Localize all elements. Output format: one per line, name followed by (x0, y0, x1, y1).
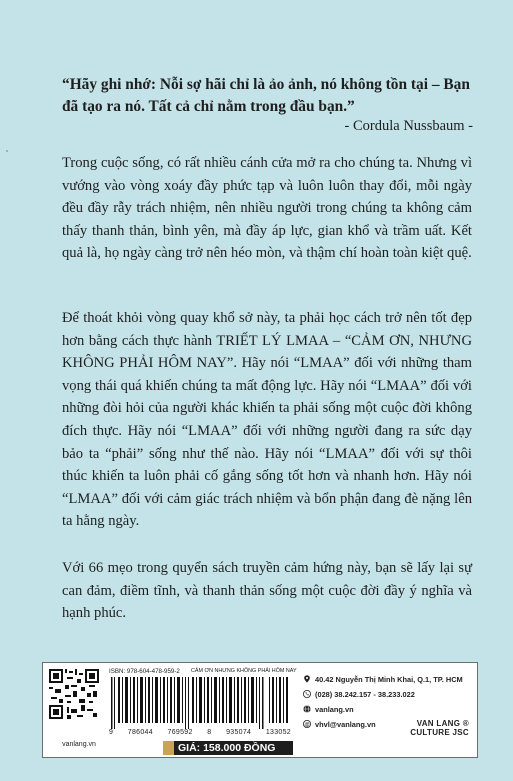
publisher-logo (410, 719, 469, 737)
publisher-subname: CULTURE JSC (410, 728, 469, 737)
barcode-digit-group: 786044 (127, 729, 153, 736)
barcode-digit-group: 133052 (265, 729, 291, 736)
body-paragraph-2: Để thoát khỏi vòng quay khổ sở này, ta phải học cách trở nên tốt đẹp hơn bằng cách thực hành TRIẾT LÝ LMAA – “CẢM ƠN, NHƯNG KHÔNG PHẢI HÔM NAY”. Hãy nói “LMAA” đối với những tham vọng thái quá khiến chúng ta mất động lực. Hãy nói “LMAA” đối với những đòi hỏi của người khác khiến ta phải sống một cuộc đời không đích thực. Hãy nói “LMAA” đối với những người đang ra sức dạy bảo ta “phải” sống như thế nào. Hãy nói “LMAA” đối với sự thôi thúc khiến ta luôn phải cố gắng sống tốt hơn và nhanh hơn. Hãy nói “LMAA” đối với cảm giác trách nhiệm và bổn phận đang đè nặng lên ta hằng ngày. (62, 310, 472, 530)
contact-website[interactable] (303, 703, 475, 715)
barcode-digit-group: 9 (109, 729, 114, 736)
quote-text: “Hãy ghi nhớ: Nỗi sợ hãi chỉ là ảo ảnh, nó không tồn tại – Bạn đã tạo ra nó. Tất cả chỉ nằm trong đầu bạn.” (62, 76, 470, 115)
contact-phone (303, 688, 475, 700)
barcode (109, 677, 291, 729)
phone-icon (303, 690, 311, 698)
barcode-digit-group: 935074 (226, 729, 252, 736)
location-pin-icon (303, 675, 311, 683)
edge-mark (6, 150, 8, 152)
publisher-info-panel (42, 662, 478, 758)
price-accent (163, 741, 174, 755)
barcode-digit-group: 769592 (167, 729, 193, 736)
svg-text:@: @ (304, 721, 310, 728)
email-icon (303, 720, 311, 728)
qr-code (49, 669, 99, 748)
contact-email-text[interactable]: vhvl@vanlang.vn (315, 719, 376, 729)
globe-icon (303, 705, 311, 713)
book-title-small: CẢM ƠN NHƯNG KHÔNG PHẢI HÔM NAY (191, 668, 297, 674)
contact-address-text: 40.42 Nguyễn Thị Minh Khai, Q.1, TP. HCM (315, 674, 463, 684)
isbn-label: ISBN: 978-604-478-959-2 (109, 668, 180, 675)
qr-caption: vanlang.vn (62, 741, 96, 748)
contact-phone-text: (028) 38.242.157 - 38.233.022 (315, 689, 415, 699)
barcode-digits (109, 729, 291, 736)
contact-address (303, 673, 475, 685)
contact-website-text[interactable]: vanlang.vn (315, 704, 354, 714)
publisher-name: VAN LANG ® (416, 719, 469, 728)
qr-code-icon (49, 669, 99, 719)
body-paragraph-1: Trong cuộc sống, có rất nhiều cánh cửa mở ra cho chúng ta. Nhưng vì vướng vào vòng xoáy đầy phức tạp và luôn luôn thay đổi, mỗi ngày đều đầy rẫy trách nhiệm, nên nhiều người trong chúng ta không cảm thấy thanh thản, bình yên, mà đầy áp lực, gian khổ và trầm uất. Kết quả là, họ ngày càng trở nên héo mòn, và thậm chí hoàn toàn kiệt quệ. (62, 155, 472, 262)
body-paragraph-3: Với 66 mẹo trong quyển sách truyền cảm hứng này, bạn sẽ lấy lại sự can đảm, điềm tĩnh, và thanh thản sống một cuộc đời đầy ý nghĩa và hạnh phúc. (62, 560, 472, 622)
price-tag: GIÁ: 158.000 ĐỒNG (174, 741, 293, 755)
quote-author: - Cordula Nussbaum - (344, 118, 473, 134)
barcode-digit-group: 8 (207, 729, 212, 736)
